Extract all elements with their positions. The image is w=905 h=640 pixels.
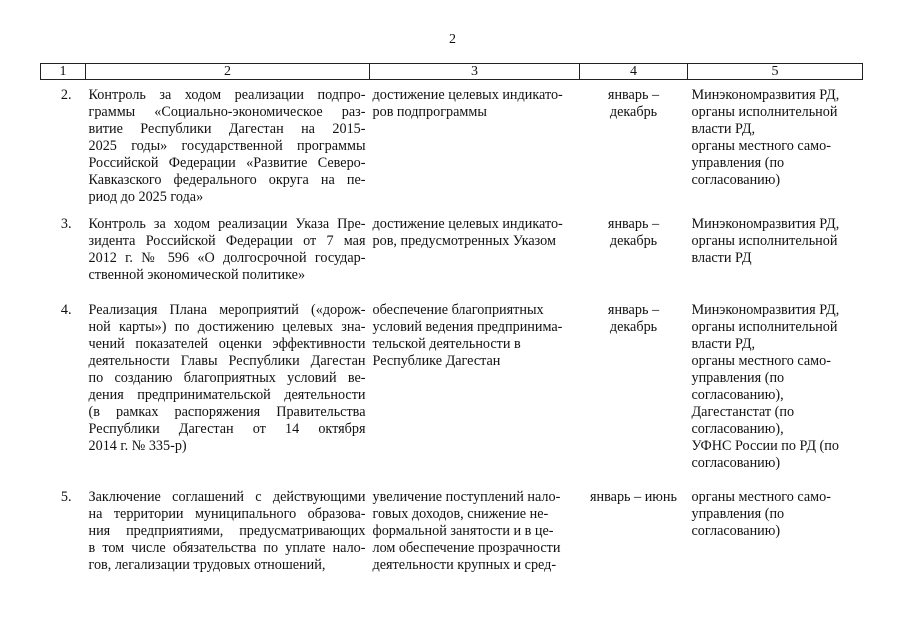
exec-line: Минэкономразвития РД, — [691, 87, 840, 103]
desc-line: в том числе обязательства по уплате нало- — [88, 540, 366, 556]
period-line: январь – — [607, 302, 660, 318]
exec-line: власти РД — [691, 250, 752, 266]
period-line: январь – — [607, 216, 660, 232]
desc-line: по созданию благоприятных условий ве- — [88, 370, 366, 386]
execution-period — [580, 489, 688, 574]
desc-line: 2025 годы» государственной программы — [88, 138, 366, 154]
result-line: ров, предусмотренных Указом — [372, 233, 556, 249]
table-header-row — [41, 64, 863, 80]
desc-line: зидента Российской Федерации от 7 мая — [88, 233, 366, 249]
desc-line: дения предпринимательской деятельности — [88, 387, 366, 403]
result-line: достижение целевых индикато- — [372, 216, 563, 232]
activity-description — [86, 302, 370, 489]
exec-line: органы исполнительной — [691, 233, 838, 249]
table-row — [41, 80, 863, 217]
plan-table — [40, 63, 862, 574]
expected-result — [370, 489, 580, 574]
result-line: достижение целевых индикато- — [372, 87, 563, 103]
expected-result — [370, 302, 580, 489]
exec-line: управления (по — [691, 155, 785, 171]
exec-line: УФНС России по РД (по — [691, 438, 839, 454]
desc-line: витие Республики Дагестан на 2015- — [88, 121, 366, 137]
column-header-1: 1 — [41, 64, 86, 80]
exec-line: управления (по — [691, 370, 785, 386]
desc-line: Республики Дагестан от 14 октября — [88, 421, 366, 437]
desc-line: Российской Федерации «Развитие Северо- — [88, 155, 366, 171]
execution-period — [580, 302, 688, 489]
exec-line: органы местного само- — [691, 489, 831, 505]
column-header-2: 2 — [86, 64, 370, 80]
row-number: 3. — [60, 216, 72, 232]
desc-line: ной карты») по достижению целевых зна- — [88, 319, 366, 335]
exec-line: власти РД, — [691, 121, 756, 137]
responsible-executors — [688, 216, 863, 302]
desc-line: ственной экономической политике» — [88, 267, 306, 283]
desc-line: Реализация Плана мероприятий («дорож- — [88, 302, 366, 318]
column-header-4: 4 — [580, 64, 688, 80]
desc-line: 2014 г. № 335-р) — [88, 438, 187, 454]
result-line: обеспечение благоприятных — [372, 302, 544, 318]
desc-line: Контроль за ходом реализации подпро- — [88, 87, 366, 103]
desc-line: деятельности Главы Республики Дагестан — [88, 353, 366, 369]
exec-line: согласованию) — [691, 455, 781, 471]
expected-result — [370, 216, 580, 302]
desc-line: гов, легализации трудовых отношений, — [88, 557, 326, 573]
exec-line: органы местного само- — [691, 138, 831, 154]
table-row — [41, 216, 863, 302]
row-number: 2. — [60, 87, 72, 103]
period-line: январь – — [607, 87, 660, 103]
desc-line: на территории муниципального образова- — [88, 506, 366, 522]
column-header-3: 3 — [370, 64, 580, 80]
period-line: декабрь — [609, 319, 658, 335]
activity-description — [86, 80, 370, 217]
result-line: увеличение поступлений нало- — [372, 489, 561, 505]
desc-line: чений показателей оценки эффективности — [88, 336, 366, 352]
desc-line: риод до 2025 года» — [88, 189, 204, 205]
result-line: условий ведения предпринима- — [372, 319, 563, 335]
desc-line: граммы «Социально-экономическое раз- — [88, 104, 366, 120]
exec-line: Минэкономразвития РД, — [691, 216, 840, 232]
exec-line: согласованию), — [691, 387, 784, 403]
row-number: 5. — [60, 489, 72, 505]
result-line: Республике Дагестан — [372, 353, 501, 369]
exec-line: согласованию) — [691, 523, 781, 539]
desc-line: Контроль за ходом реализации Указа Пре- — [88, 216, 366, 232]
result-line: лом обеспечение прозрачности — [372, 540, 561, 556]
result-line: деятельности крупных и сред- — [372, 557, 557, 573]
period-line: декабрь — [609, 233, 658, 249]
exec-line: Дагестанстат (по — [691, 404, 795, 420]
period-line: январь – июнь — [590, 489, 677, 505]
responsible-executors — [688, 489, 863, 574]
expected-result — [370, 80, 580, 217]
exec-line: органы исполнительной — [691, 104, 838, 120]
execution-period — [580, 80, 688, 217]
responsible-executors — [688, 80, 863, 217]
result-line: ров подпрограммы — [372, 104, 487, 120]
result-line: тельской деятельности в — [372, 336, 521, 352]
desc-line: Кавказского федерального округа на пе- — [88, 172, 366, 188]
desc-line: (в рамках распоряжения Правительства — [88, 404, 366, 420]
page-number: 2 — [449, 32, 456, 47]
exec-line: органы исполнительной — [691, 319, 838, 335]
desc-line: Заключение соглашений с действующими — [88, 489, 366, 505]
activity-description — [86, 216, 370, 302]
exec-line: органы местного само- — [691, 353, 831, 369]
table-row — [41, 302, 863, 489]
row-number: 4. — [60, 302, 72, 318]
responsible-executors — [688, 302, 863, 489]
exec-line: согласованию), — [691, 421, 784, 437]
period-line: декабрь — [609, 104, 658, 120]
desc-line: ния предприятиями, предусматривающих — [88, 523, 366, 539]
exec-line: управления (по — [691, 506, 785, 522]
execution-period — [580, 216, 688, 302]
table-row — [41, 489, 863, 574]
activity-description — [86, 489, 370, 574]
exec-line: согласованию) — [691, 172, 781, 188]
desc-line: 2012 г. № 596 «О долгосрочной государ- — [88, 250, 366, 266]
result-line: говых доходов, снижение не- — [372, 506, 549, 522]
result-line: формальной занятости и в це- — [372, 523, 554, 539]
exec-line: власти РД, — [691, 336, 756, 352]
column-header-5: 5 — [688, 64, 863, 80]
exec-line: Минэкономразвития РД, — [691, 302, 840, 318]
